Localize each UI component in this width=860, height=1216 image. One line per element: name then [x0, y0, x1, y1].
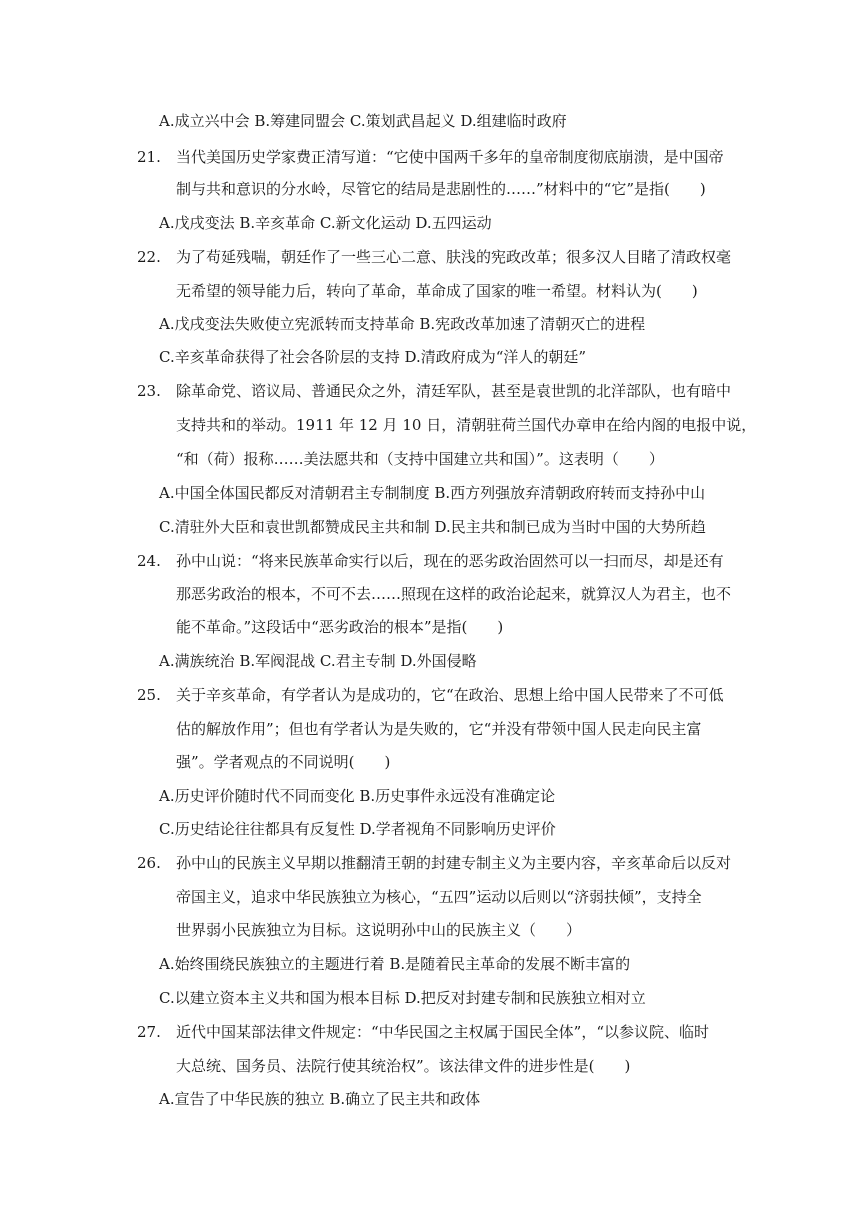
question-continuation-line	[0, 178, 860, 200]
question-first-line	[0, 684, 860, 706]
question-first-line	[0, 1021, 860, 1043]
question-continuation-line	[0, 919, 860, 941]
answer-options: A.始终围绕民族独立的主题进行着 B.是随着民主革命的发展不断丰富的	[159, 955, 631, 973]
answer-options: A.中国全体国民都反对清朝君主专制制度 B.西方列强放弃清朝政府转而支持孙中山	[159, 484, 706, 502]
question-text: 孙中山说：“将来民族革命实行以后，现在的恶劣政治固然可以一扫而尽，却是还有	[176, 552, 724, 570]
question-continuation-line	[0, 583, 860, 605]
question-text: 世界弱小民族独立为目标。这说明孙中山的民族主义（ ）	[176, 921, 582, 939]
question-text: 大总统、国务员、法院行使其统治权”。该法律文件的进步性是( )	[176, 1057, 631, 1075]
answer-options-line	[0, 987, 860, 1009]
answer-options: C.以建立资本主义共和国为根本目标 D.把反对封建专制和民族独立相对立	[159, 989, 646, 1007]
answer-options-line	[0, 516, 860, 538]
question-number: 27.	[137, 1023, 161, 1041]
question-text: 当代美国历史学家费正清写道：“它使中国两千多年的皇帝制度彻底崩溃，是中国帝	[176, 148, 724, 166]
question-text: 支持共和的举动。1911 年 12 月 10 日，清朝驻荷兰国代办章申在给内阁的电报中说，	[176, 416, 757, 434]
answer-options: A.历史评价随时代不同而变化 B.历史事件永远没有准确定论	[159, 787, 556, 805]
question-text: 无希望的领导能力后，转向了革命，革命成了国家的唯一希望。材料认为( )	[176, 282, 698, 300]
question-continuation-line	[0, 448, 860, 470]
answer-options-line	[0, 110, 860, 132]
answer-options: C.历史结论往往都具有反复性 D.学者视角不同影响历史评价	[159, 820, 556, 838]
question-text: 制与共和意识的分水岭，尽管它的结局是悲剧性的……”材料中的“它”是指( )	[176, 180, 706, 198]
answer-options: C.辛亥革命获得了社会各阶层的支持 D.清政府成为“洋人的朝廷”	[159, 348, 587, 366]
question-number: 22.	[137, 248, 161, 266]
question-text: 能不革命。”这段话中“恶劣政治的根本”是指( )	[176, 618, 504, 636]
question-text: 估的解放作用”；但也有学者认为是失败的，它“并没有带领中国人民走向民主富	[176, 720, 702, 738]
answer-options: C.清驻外大臣和袁世凯都赞成民主共和制 D.民主共和制已成为当时中国的大势所趋	[159, 518, 706, 536]
question-text: 帝国主义，追求中华民族独立为核心，“五四”运动以后则以“济弱扶倾”，支持全	[176, 888, 702, 906]
answer-options: A.宣告了中华民族的独立 B.确立了民主共和政体	[159, 1090, 481, 1108]
question-text: 近代中国某部法律文件规定：“中华民国之主权属于国民全体”，“以参议院、临时	[176, 1023, 710, 1041]
question-number: 25.	[137, 686, 161, 704]
question-continuation-line	[0, 886, 860, 908]
question-number: 26.	[137, 854, 161, 872]
question-continuation-line	[0, 1055, 860, 1077]
answer-options: A.成立兴中会 B.筹建同盟会 C.策划武昌起义 D.组建临时政府	[159, 112, 567, 130]
answer-options: A.满族统治 B.军阀混战 C.君主专制 D.外国侵略	[159, 652, 477, 670]
question-continuation-line	[0, 718, 860, 740]
question-continuation-line	[0, 616, 860, 638]
question-first-line	[0, 380, 860, 402]
answer-options: A.戊戌变法失败使立宪派转而支持革命 B.宪政改革加速了清朝灭亡的进程	[159, 315, 646, 333]
question-continuation-line	[0, 751, 860, 773]
answer-options-line	[0, 482, 860, 504]
question-first-line	[0, 550, 860, 572]
question-text: “和（荷）报称……美法愿共和（支持中国建立共和国）”。这表明（ ）	[176, 450, 664, 468]
question-number: 21.	[137, 148, 161, 166]
answer-options-line	[0, 650, 860, 672]
answer-options-line	[0, 346, 860, 368]
question-first-line	[0, 146, 860, 168]
question-text: 那恶劣政治的根本，不可不去……照现在这样的政治论起来，就算汉人为君主，也不	[176, 585, 732, 603]
question-number: 24.	[137, 552, 161, 570]
question-text: 孙中山的民族主义早期以推翻清王朝的封建专制主义为主要内容，辛亥革命后以反对	[176, 854, 732, 872]
question-number: 23.	[137, 382, 161, 400]
question-continuation-line	[0, 280, 860, 302]
question-continuation-line	[0, 414, 860, 436]
answer-options-line	[0, 818, 860, 840]
question-text: 强”。学者观点的不同说明( )	[176, 753, 391, 771]
answer-options-line	[0, 212, 860, 234]
answer-options-line	[0, 953, 860, 975]
question-text: 除革命党、谘议局、普通民众之外，清廷军队，甚至是袁世凯的北洋部队，也有暗中	[176, 382, 732, 400]
answer-options-line	[0, 313, 860, 335]
answer-options: A.戊戌变法 B.辛亥革命 C.新文化运动 D.五四运动	[159, 214, 492, 232]
question-first-line	[0, 246, 860, 268]
question-text: 为了苟延残喘，朝廷作了一些三心二意、肤浅的宪政改革；很多汉人目睹了清政权毫	[176, 248, 732, 266]
answer-options-line	[0, 1088, 860, 1110]
question-text: 关于辛亥革命，有学者认为是成功的，它“在政治、思想上给中国人民带来了不可低	[176, 686, 724, 704]
answer-options-line	[0, 785, 860, 807]
question-first-line	[0, 852, 860, 874]
